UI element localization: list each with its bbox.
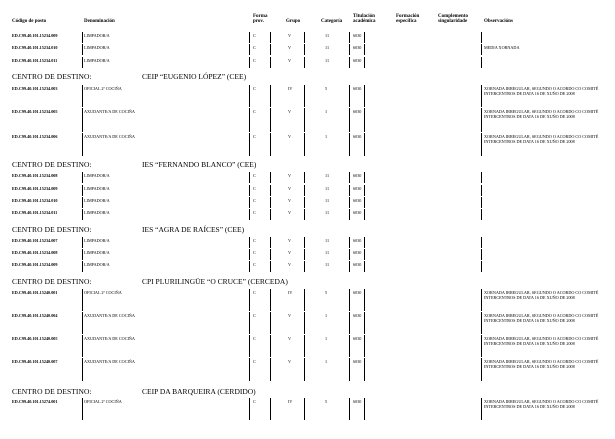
column-divider (364, 108, 365, 132)
post-categoria: 1 (325, 134, 328, 139)
column-divider (481, 172, 482, 183)
post-categoria: 1 (325, 336, 328, 341)
table-row (0, 58, 615, 70)
column-divider (349, 185, 350, 196)
header-code: Código de posto (12, 19, 47, 24)
post-grupo: V (288, 186, 292, 191)
table-row (0, 198, 615, 210)
table-row (0, 210, 615, 222)
post-titulacion: 6030 (353, 109, 362, 114)
table-row (0, 173, 615, 185)
column-divider (364, 358, 365, 381)
column-divider (364, 172, 365, 183)
column-divider (481, 289, 482, 311)
post-titulacion: 6030 (353, 399, 362, 404)
post-forma-prov: C (253, 290, 256, 295)
column-divider (364, 249, 365, 260)
post-denomination: LIMPADOR/A (84, 250, 110, 255)
post-grupo: V (288, 134, 292, 139)
header-formacion (396, 14, 419, 24)
post-grupo: V (288, 210, 292, 215)
column-divider (82, 108, 83, 132)
section-heading (0, 225, 615, 235)
post-observacions: XORNADA IRREGULAR, SEGUNDO O ACORDO CO COMITÉ INTERCENTROS DE DATA 16 DE XUÑO DE 2008 (484, 86, 599, 96)
post-titulacion: 6030 (353, 198, 362, 203)
post-categoria: 11 (325, 58, 330, 63)
table-row (0, 186, 615, 198)
post-denomination: AXUDANTE/A DE COCIÑA (84, 134, 135, 139)
table-row (0, 109, 615, 134)
column-divider (249, 44, 250, 55)
table-row (0, 290, 615, 313)
post-code: ED.C99.40.101.15240.001 (12, 290, 58, 295)
column-divider (304, 197, 305, 208)
section-center-name: IES “AGRA DE RAÍCES” (CEE) (142, 225, 245, 234)
column-divider (304, 398, 305, 420)
post-code: ED.C99.40.101.15240.007 (12, 359, 58, 364)
post-categoria: 11 (325, 210, 330, 215)
post-titulacion: 6030 (353, 134, 362, 139)
post-grupo: IV (288, 290, 293, 295)
post-forma-prov: C (253, 210, 256, 215)
header-forma-prov (253, 14, 267, 24)
post-code: ED.C99.40.101.15234.011 (12, 58, 58, 63)
post-titulacion: 6030 (353, 290, 362, 295)
section-center-name: IES “FERNANDO BLANCO” (CEE) (142, 160, 257, 169)
post-observacions: MEDIA XORNADA (484, 45, 520, 50)
column-divider (364, 57, 365, 68)
table-row (0, 313, 615, 336)
post-categoria: 11 (325, 250, 330, 255)
column-divider (249, 237, 250, 248)
post-categoria: 5 (325, 399, 328, 404)
column-divider (364, 335, 365, 357)
post-code: ED.C99.40.101.15234.011 (12, 210, 58, 215)
header-complemento (438, 14, 468, 24)
post-denomination: LIMPADOR/A (84, 173, 110, 178)
column-divider (349, 209, 350, 220)
post-denomination: AXUDANTE/A DE COCIÑA (84, 109, 135, 114)
column-divider (481, 108, 482, 132)
post-forma-prov: C (253, 186, 256, 191)
header-denominacion: Denominación (84, 19, 115, 24)
section-heading (0, 72, 615, 82)
post-categoria: 11 (325, 186, 330, 191)
column-divider (349, 172, 350, 183)
post-observacions: XORNADA IRREGULAR, SEGUNDO O ACORDO CO COMITÉ INTERCENTROS DE DATA 16 DE XUÑO DE 2008 (484, 290, 599, 300)
column-divider (349, 57, 350, 68)
column-divider (481, 85, 482, 107)
column-divider (364, 185, 365, 196)
column-divider (82, 185, 83, 196)
post-categoria: 11 (325, 238, 330, 243)
section-heading (0, 387, 615, 397)
post-forma-prov: C (253, 33, 256, 38)
post-titulacion: 6030 (353, 359, 362, 364)
column-divider (82, 312, 83, 334)
section-heading (0, 277, 615, 287)
post-forma-prov: C (253, 173, 256, 178)
column-divider (304, 32, 305, 43)
post-code: ED.C99.40.101.15234.003 (12, 86, 58, 91)
column-divider (249, 358, 250, 381)
header-forma-line1: Forma (253, 14, 268, 19)
column-divider (349, 44, 350, 55)
table-row (0, 359, 615, 383)
post-forma-prov: C (253, 336, 256, 341)
column-divider (270, 44, 271, 55)
post-forma-prov: C (253, 86, 256, 91)
column-divider (82, 398, 83, 420)
post-grupo: V (288, 33, 292, 38)
column-divider (481, 398, 482, 420)
post-grupo: V (288, 336, 292, 341)
column-divider (249, 209, 250, 220)
column-divider (304, 172, 305, 183)
section-label: CENTRO DE DESTINO: (12, 277, 92, 286)
column-divider (481, 237, 482, 248)
column-divider (481, 185, 482, 196)
column-divider (349, 312, 350, 334)
post-titulacion: 6030 (353, 33, 362, 38)
post-titulacion: 6030 (353, 210, 362, 215)
column-divider (249, 289, 250, 311)
column-divider (364, 289, 365, 311)
column-divider (270, 335, 271, 357)
section-label: CENTRO DE DESTINO: (12, 387, 92, 396)
column-divider (270, 289, 271, 311)
post-grupo: V (288, 109, 292, 114)
column-divider (249, 312, 250, 334)
post-denomination: OFICIAL 2ª COCIÑA (84, 399, 122, 404)
column-divider (270, 197, 271, 208)
post-titulacion: 6030 (353, 186, 362, 191)
header-titulacion (353, 14, 376, 24)
column-divider (249, 172, 250, 183)
column-divider (82, 289, 83, 311)
post-categoria: 1 (325, 359, 328, 364)
post-denomination: LIMPADOR/A (84, 262, 110, 267)
post-grupo: V (288, 58, 292, 63)
column-divider (82, 197, 83, 208)
post-code: ED.C99.40.101.15234.009 (12, 33, 58, 38)
column-divider (249, 57, 250, 68)
post-categoria: 5 (325, 86, 328, 91)
column-divider (481, 133, 482, 156)
column-divider (304, 249, 305, 260)
header-titulacion-line1: Titulación (353, 14, 375, 19)
column-divider (364, 261, 365, 272)
post-titulacion: 6030 (353, 262, 362, 267)
column-divider (270, 237, 271, 248)
post-titulacion: 6030 (353, 58, 362, 63)
column-divider (349, 335, 350, 357)
header-titulacion-line2: académica (353, 19, 376, 24)
header-complemento-line2: singularidade (438, 19, 468, 24)
post-categoria: 11 (325, 33, 330, 38)
header-forma-line2: prov. (253, 19, 264, 24)
column-divider (249, 335, 250, 357)
column-divider (349, 85, 350, 107)
column-divider (82, 85, 83, 107)
column-divider (270, 172, 271, 183)
post-categoria: 11 (325, 198, 330, 203)
table-row (0, 86, 615, 109)
post-denomination: LIMPADOR/A (84, 238, 110, 243)
header-formacion-line1: Formación (396, 14, 420, 19)
column-divider (364, 312, 365, 334)
post-titulacion: 6030 (353, 86, 362, 91)
post-code: ED.C99.40.101.15274.001 (12, 399, 58, 404)
post-code: ED.C99.40.101.15234.009 (12, 186, 58, 191)
column-divider (364, 32, 365, 43)
post-code: ED.C99.40.101.15234.005 (12, 109, 58, 114)
post-code: ED.C99.40.101.15234.008 (12, 173, 58, 178)
post-denomination: LIMPADOR/A (84, 186, 110, 191)
post-forma-prov: C (253, 399, 256, 404)
column-divider (481, 57, 482, 68)
column-divider (249, 185, 250, 196)
post-denomination: LIMPADOR/A (84, 45, 110, 50)
column-divider (270, 312, 271, 334)
column-divider (304, 133, 305, 156)
section-center-name: CEIP DA BARQUEIRA (CERDIDO) (142, 387, 256, 396)
column-divider (270, 249, 271, 260)
column-divider (249, 249, 250, 260)
column-divider (82, 358, 83, 381)
column-divider (481, 44, 482, 55)
column-divider (481, 261, 482, 272)
post-denomination: LIMPADOR/A (84, 198, 110, 203)
post-code: ED.C99.40.101.15234.008 (12, 250, 58, 255)
column-divider (304, 335, 305, 357)
column-divider (270, 209, 271, 220)
post-observacions: XORNADA IRREGULAR, SEGUNDO O ACORDO CO COMITÉ INTERCENTROS DE DATA 16 DE XUÑO DE 2008 (484, 399, 599, 409)
column-divider (481, 32, 482, 43)
post-denomination: LIMPADOR/A (84, 33, 110, 38)
post-grupo: V (288, 173, 292, 178)
header-formacion-line2: específica (396, 19, 417, 24)
post-titulacion: 6030 (353, 336, 362, 341)
post-grupo: V (288, 359, 292, 364)
post-categoria: 11 (325, 173, 330, 178)
column-divider (82, 209, 83, 220)
post-code: ED.C99.40.101.15234.007 (12, 238, 58, 243)
column-divider (82, 249, 83, 260)
column-divider (304, 85, 305, 107)
column-divider (364, 133, 365, 156)
column-divider (304, 261, 305, 272)
table-row (0, 45, 615, 57)
column-divider (349, 32, 350, 43)
post-forma-prov: C (253, 58, 256, 63)
post-code: ED.C99.40.101.15240.004 (12, 313, 58, 318)
post-forma-prov: C (253, 359, 256, 364)
header-complemento-line1: Complemento (438, 14, 468, 19)
table-row (0, 250, 615, 262)
post-categoria: 1 (325, 313, 328, 318)
column-divider (270, 133, 271, 156)
post-titulacion: 6030 (353, 313, 362, 318)
post-grupo: V (288, 313, 292, 318)
post-grupo: V (288, 238, 292, 243)
column-divider (349, 249, 350, 260)
post-grupo: V (288, 45, 292, 50)
post-grupo: IV (288, 399, 293, 404)
column-divider (270, 85, 271, 107)
post-forma-prov: C (253, 109, 256, 114)
post-forma-prov: C (253, 313, 256, 318)
column-divider (82, 133, 83, 156)
column-divider (249, 85, 250, 107)
column-divider (349, 398, 350, 420)
column-divider (349, 133, 350, 156)
post-observacions: XORNADA IRREGULAR, SEGUNDO O ACORDO CO COMITÉ INTERCENTROS DE DATA 16 DE XUÑO DE 2008 (484, 359, 599, 369)
post-observacions: XORNADA IRREGULAR, SEGUNDO O ACORDO CO COMITÉ INTERCENTROS DE DATA 16 DE XUÑO DE 2008 (484, 109, 599, 119)
column-divider (481, 249, 482, 260)
table-row (0, 399, 615, 422)
column-divider (364, 209, 365, 220)
post-denomination: AXUDANTE/A DE COCIÑA (84, 313, 135, 318)
column-divider (349, 289, 350, 311)
column-divider (304, 312, 305, 334)
column-divider (249, 261, 250, 272)
column-divider (364, 398, 365, 420)
post-categoria: 1 (325, 109, 328, 114)
column-divider (304, 209, 305, 220)
post-grupo: V (288, 198, 292, 203)
post-code: ED.C99.40.101.15234.009 (12, 262, 58, 267)
column-divider (304, 358, 305, 381)
section-label: CENTRO DE DESTINO: (12, 160, 92, 169)
column-divider (304, 237, 305, 248)
post-observacions: XORNADA IRREGULAR, SEGUNDO O ACORDO CO COMITÉ INTERCENTROS DE DATA 16 DE XUÑO DE 2008 (484, 313, 599, 323)
column-divider (270, 185, 271, 196)
column-divider (349, 108, 350, 132)
column-divider (349, 358, 350, 381)
post-observacions: XORNADA IRREGULAR, SEGUNDO O ACORDO CO COMITÉ INTERCENTROS DE DATA 16 DE XUÑO DE 2008 (484, 134, 599, 144)
column-divider (364, 237, 365, 248)
column-divider (82, 335, 83, 357)
column-divider (349, 197, 350, 208)
column-divider (249, 398, 250, 420)
post-categoria: 5 (325, 290, 328, 295)
column-divider (481, 335, 482, 357)
column-divider (481, 358, 482, 381)
section-center-name: CEIP “EUGENIO LÓPEZ” (CEE) (142, 72, 247, 81)
section-center-name: CPI PLURILINGÜE “O CRUCE” (CERCEDA) (142, 277, 288, 286)
column-divider (364, 44, 365, 55)
column-divider (270, 358, 271, 381)
post-categoria: 11 (325, 262, 330, 267)
table-row (0, 262, 615, 274)
section-heading (0, 160, 615, 170)
header-categoria: Categoría (321, 19, 343, 24)
post-forma-prov: C (253, 262, 256, 267)
post-denomination: OFICIAL 2ª COCIÑA (84, 290, 122, 295)
post-grupo: IV (288, 86, 293, 91)
post-forma-prov: C (253, 198, 256, 203)
column-divider (364, 85, 365, 107)
post-forma-prov: C (253, 238, 256, 243)
column-divider (270, 398, 271, 420)
column-divider (349, 261, 350, 272)
table-row (0, 33, 615, 45)
column-divider (82, 237, 83, 248)
column-divider (481, 197, 482, 208)
column-divider (249, 32, 250, 43)
table-row (0, 336, 615, 359)
post-categoria: 11 (325, 45, 330, 50)
table-row (0, 238, 615, 250)
post-forma-prov: C (253, 250, 256, 255)
column-divider (82, 32, 83, 43)
column-divider (304, 44, 305, 55)
column-divider (304, 185, 305, 196)
column-divider (270, 108, 271, 132)
column-divider (304, 289, 305, 311)
column-divider (270, 261, 271, 272)
post-denomination: AXUDANTE/A DE COCIÑA (84, 336, 135, 341)
column-divider (270, 32, 271, 43)
column-divider (304, 108, 305, 132)
post-denomination: OFICIAL 2ª COCIÑA (84, 86, 122, 91)
post-code: ED.C99.40.101.15234.006 (12, 134, 58, 139)
post-denomination: LIMPADOR/A (84, 58, 110, 63)
post-grupo: V (288, 262, 292, 267)
column-divider (304, 57, 305, 68)
header-observacions: Observacións (484, 19, 513, 24)
column-divider (82, 261, 83, 272)
post-forma-prov: C (253, 45, 256, 50)
post-titulacion: 6030 (353, 250, 362, 255)
post-grupo: V (288, 250, 292, 255)
column-divider (270, 57, 271, 68)
column-divider (349, 237, 350, 248)
column-divider (364, 197, 365, 208)
table-row (0, 134, 615, 158)
post-code: ED.C99.40.101.15234.010 (12, 198, 58, 203)
post-denomination: LIMPADOR/A (84, 210, 110, 215)
column-divider (249, 133, 250, 156)
section-label: CENTRO DE DESTINO: (12, 72, 92, 81)
post-titulacion: 6030 (353, 173, 362, 178)
post-titulacion: 6030 (353, 45, 362, 50)
post-code: ED.C99.40.101.15240.005 (12, 336, 58, 341)
post-observacions: XORNADA IRREGULAR, SEGUNDO O ACORDO CO COMITÉ INTERCENTROS DE DATA 16 DE XUÑO DE 2008 (484, 336, 599, 346)
post-denomination: AXUDANTE/A DE COCIÑA (84, 359, 135, 364)
post-titulacion: 6030 (353, 238, 362, 243)
column-divider (249, 108, 250, 132)
column-divider (82, 44, 83, 55)
post-forma-prov: C (253, 134, 256, 139)
column-divider (82, 172, 83, 183)
column-divider (481, 312, 482, 334)
column-divider (249, 197, 250, 208)
section-label: CENTRO DE DESTINO: (12, 225, 92, 234)
header-grupo: Grupo (286, 19, 301, 24)
column-divider (82, 57, 83, 68)
post-code: ED.C99.40.101.15234.010 (12, 45, 58, 50)
column-divider (481, 209, 482, 220)
